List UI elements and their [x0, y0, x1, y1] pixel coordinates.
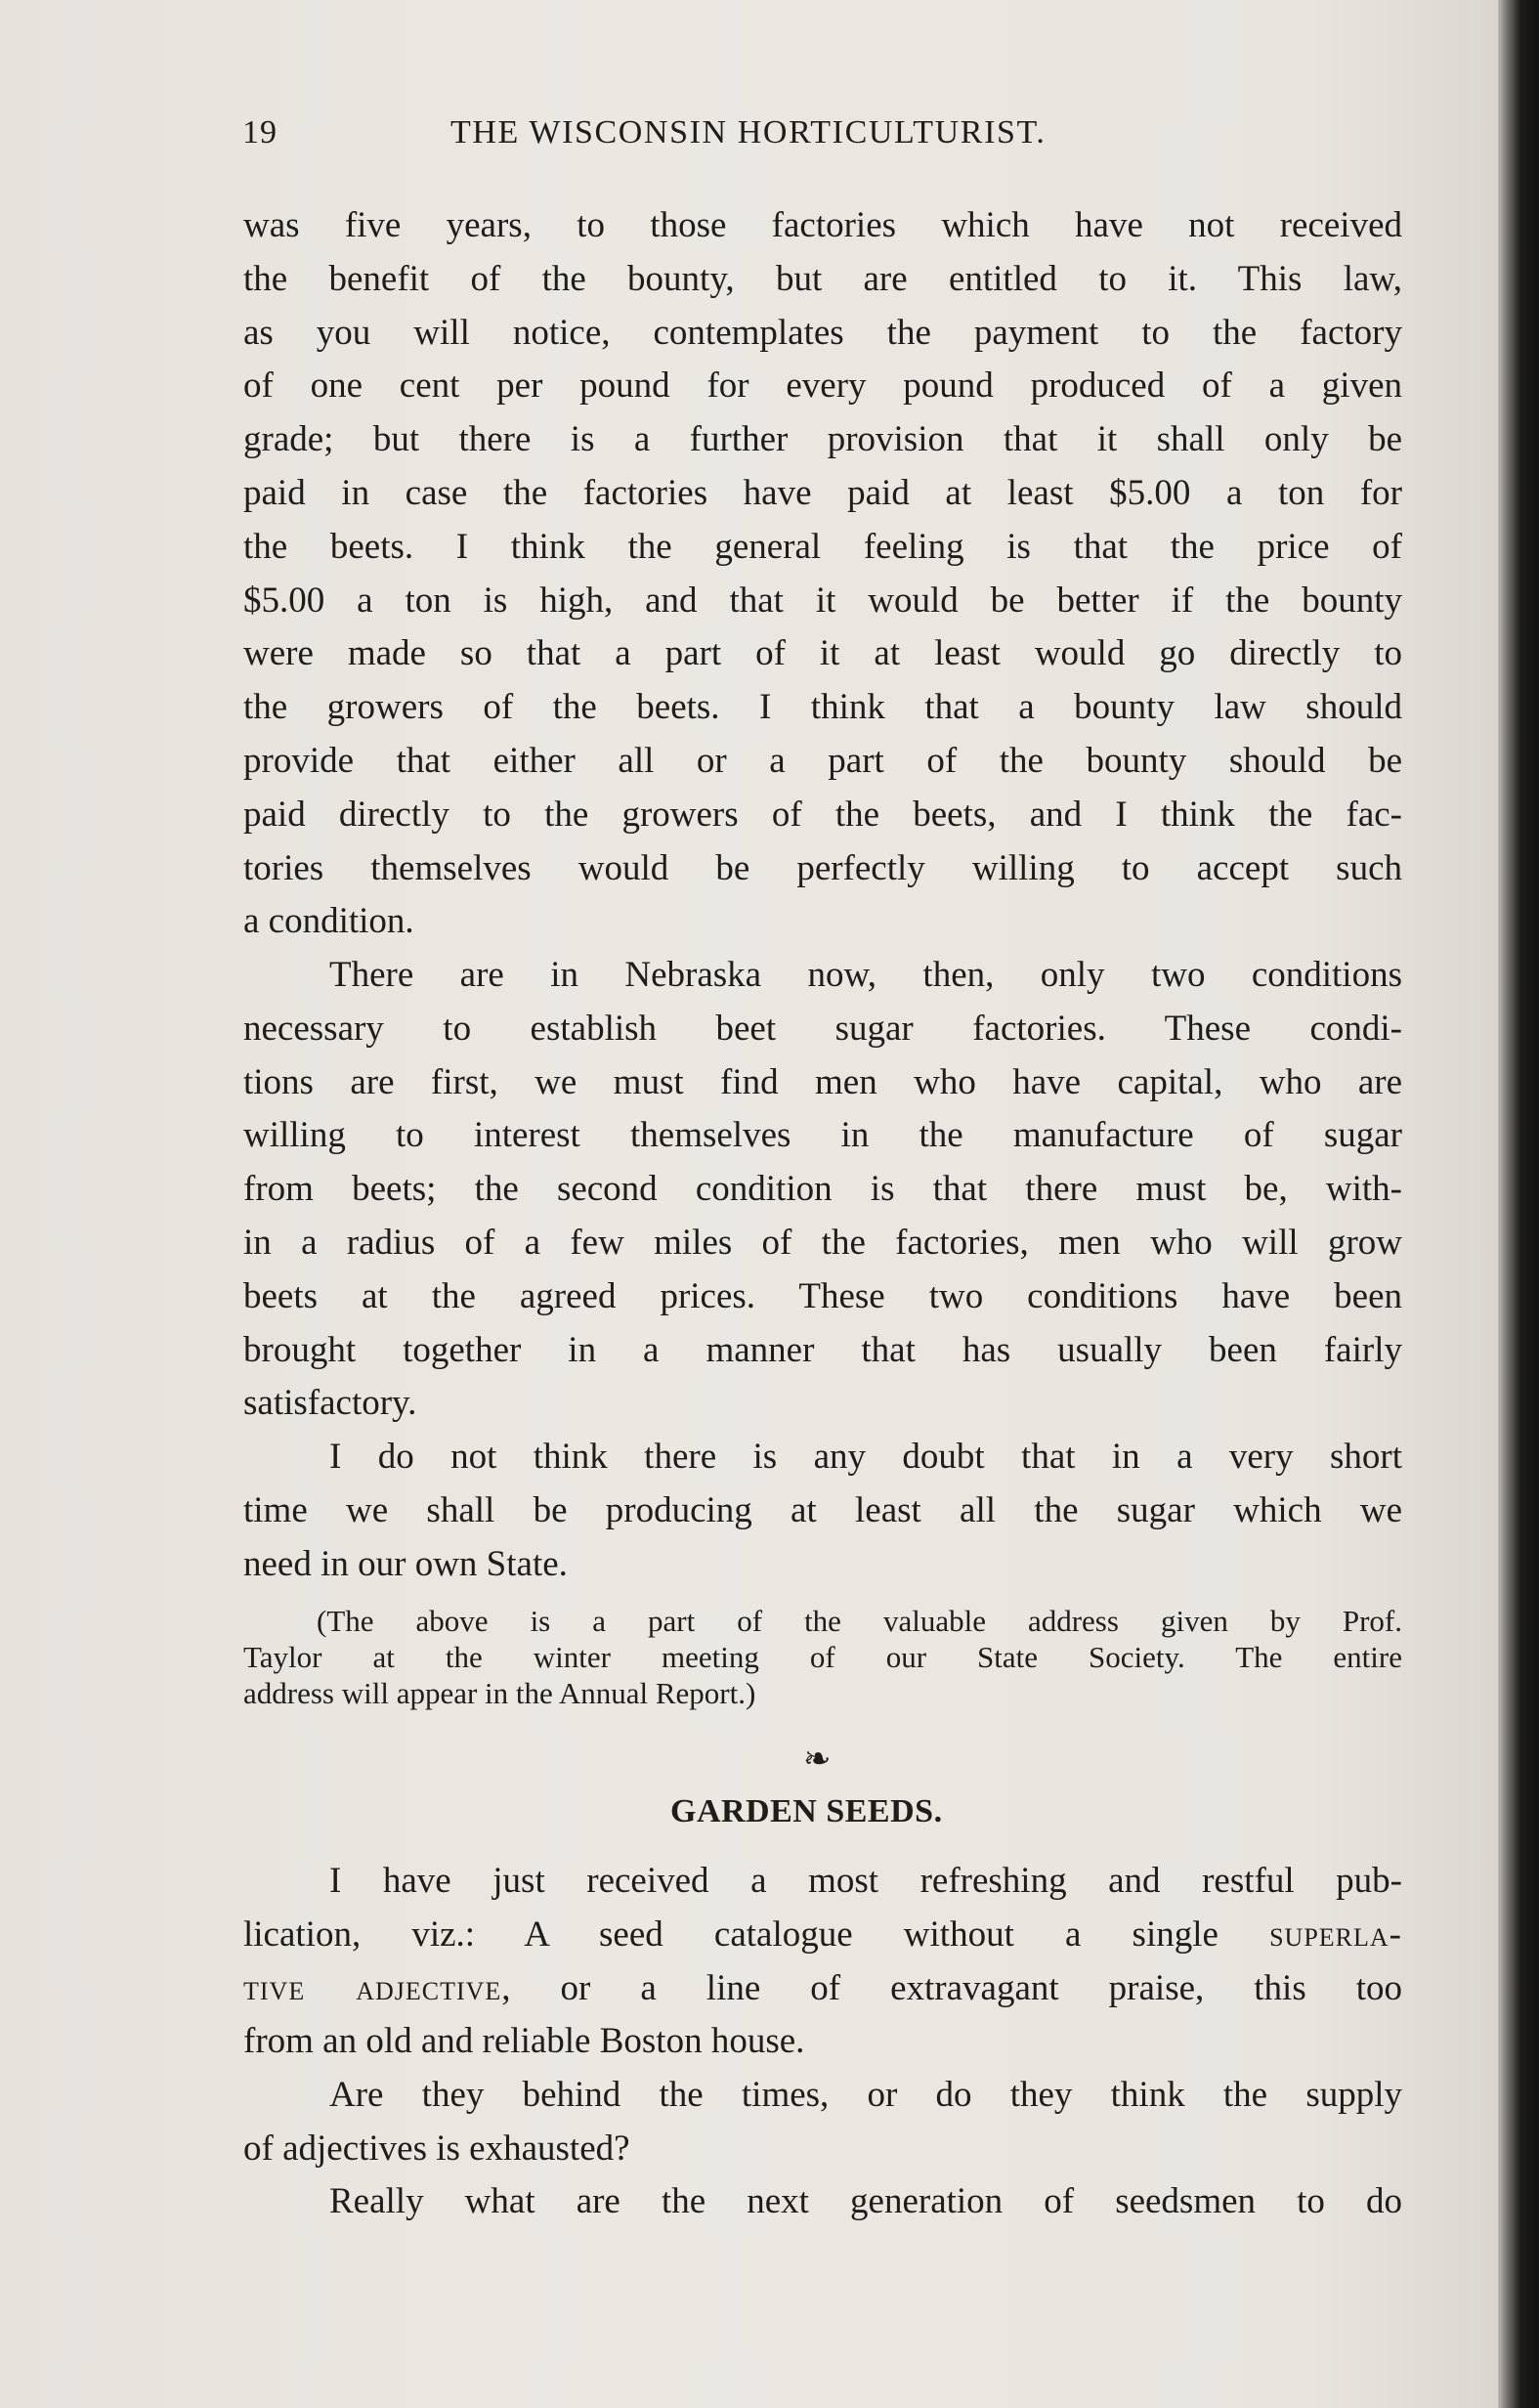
note-line: (The above is a part of the valuable address given by Prof.	[317, 1604, 1402, 1638]
text-line: paid directly to the growers of the beets, and I think the fac-	[243, 794, 1402, 835]
body-paragraph-seedsmen	[243, 2175, 1402, 2229]
text-line: the beets. I think the general feeling is that the price of	[243, 526, 1402, 567]
text-line: provide that either all or a part of the bounty should be	[243, 740, 1402, 781]
text-line: of one cent per pound for every pound produced of a given	[243, 366, 1402, 407]
text-line: $5.00 a ton is high, and that it would be better if the bounty	[243, 580, 1402, 621]
text-line: of adjectives is exhausted?	[243, 2128, 630, 2169]
small-caps-text: tive adjective	[243, 1967, 502, 2008]
text-line: from beets; the second condition is that there must be, with-	[243, 1169, 1402, 1210]
body-paragraph-nebraska	[243, 949, 1402, 1431]
text-run: lication, viz.: A seed catalogue without a single	[243, 1914, 1270, 1955]
text-line: tories themselves would be perfectly willing to accept such	[243, 847, 1402, 888]
text-line: paid in case the factories have paid at least $5.00 a ton for	[243, 472, 1402, 513]
text-line: I have just received a most refreshing and restful pub-	[329, 1861, 1402, 1901]
text-line: the growers of the beets. I think that a bounty law should	[243, 687, 1402, 728]
text-line: as you will notice, contemplates the payment to the factory	[243, 312, 1402, 353]
text-line: willing to interest themselves in the manufacture of sugar	[243, 1115, 1402, 1156]
text-line: beets at the agreed prices. These two conditions have been	[243, 1275, 1402, 1316]
body-paragraph-adjectives	[243, 2069, 1402, 2176]
small-caps-text: superla-	[1269, 1914, 1402, 1955]
body-paragraph-bounty	[243, 199, 1402, 949]
text-line: There are in Nebraska now, then, only two conditions	[329, 955, 1402, 995]
text-line: grade; but there is a further provision that it shall only be	[243, 419, 1402, 460]
running-title: THE WISCONSIN HORTICULTURIST.	[450, 114, 1047, 150]
body-paragraph-sugar	[243, 1431, 1402, 1591]
text-line: the benefit of the bounty, but are entitled to it. This law,	[243, 258, 1402, 299]
text-line: from an old and reliable Boston house.	[243, 2021, 805, 2062]
text-line: in a radius of a few miles of the factories, men who will grow	[243, 1222, 1402, 1263]
text-line: Are they behind the times, or do they think the supply	[329, 2075, 1402, 2115]
text-line	[243, 1909, 1402, 1962]
text-line: satisfactory.	[243, 1383, 417, 1424]
text-line: I do not think there is any doubt that in a very short	[329, 1437, 1402, 1477]
page-number: 19	[242, 114, 278, 150]
text-line: a condition.	[243, 901, 414, 942]
text-line: necessary to establish beet sugar factories. These condi-	[243, 1008, 1402, 1049]
body-paragraph-catalogue	[243, 1855, 1402, 2069]
book-spine-shadow	[1498, 0, 1539, 2408]
note-line: Taylor at the winter meeting of our State Society. The entire	[243, 1640, 1402, 1674]
section-ornament: ❧	[803, 1742, 832, 1778]
text-line: Really what are the next generation of seedsmen to do	[329, 2181, 1402, 2221]
text-line	[243, 1962, 1402, 2016]
page-header	[242, 114, 1239, 163]
text-line: need in our own State.	[243, 1543, 568, 1584]
text-line: time we shall be producing at least all the sugar which we	[243, 1489, 1402, 1530]
note-line: address will appear in the Annual Report.)	[243, 1676, 756, 1710]
text-line: was five years, to those factories which have not received	[243, 205, 1402, 245]
editor-note	[243, 1603, 1402, 1711]
section-heading: GARDEN SEEDS.	[670, 1793, 943, 1829]
text-line: tions are first, we must find men who have capital, who are	[243, 1061, 1402, 1102]
text-line: were made so that a part of it at least would go directly to	[243, 633, 1402, 674]
text-line: brought together in a manner that has usually been fairly	[243, 1329, 1402, 1370]
text-run: , or a line of extravagant praise, this too	[501, 1967, 1402, 2008]
